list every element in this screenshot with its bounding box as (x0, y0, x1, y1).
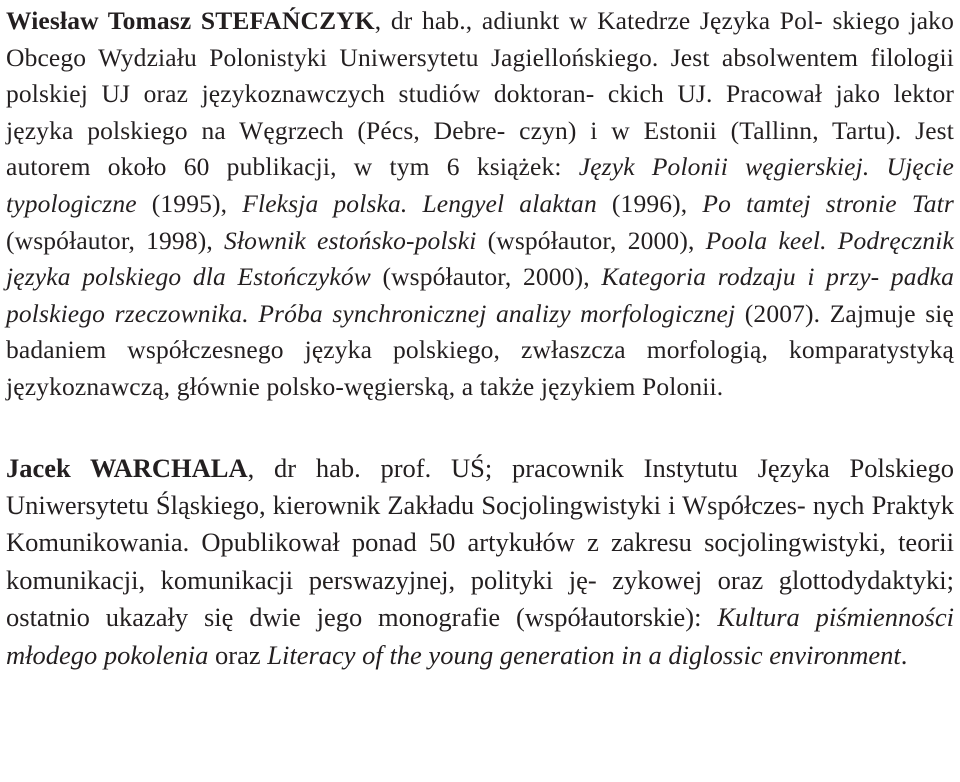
book-title: Język Polonii węgierskiej. Ujęcie typologiczne (6, 152, 954, 218)
author-name: Jacek WARCHALA (6, 452, 248, 483)
book-title: Po tamtej stronie Tatr (702, 188, 954, 218)
bio-paragraph-warchala: Jacek WARCHALA, dr hab. prof. UŚ; pracownik Instytutu Języka Polskiego Uniwersytetu Śląskiego, kierownik Zakładu Socjolingwistyki i Współczes- nych Praktyk Komunikowania. Opublikował ponad 50 artykułów z zakresu socjolingwistyki, teorii komunikacji, komunikacji perswazyjnej, polityki ję- zykowej oraz glottodydaktyki; ostatnio ukazały się dwie jego monografie (współautorskie): Kultura piśmienności młodego pokolenia oraz Literacy of the young generation in a diglossic environment. (6, 452, 955, 670)
book-title: polskiego dla Estończyków (82, 262, 371, 292)
book-title: Literacy of (267, 639, 383, 670)
book-title: Kategoria rodzaju i przy- (601, 262, 880, 292)
book-title: Słownik estońsko-polski (224, 225, 477, 255)
bio-paragraph-stefanczyk: Wiesław Tomasz STEFAŃCZYK, dr hab., adiunkt w Katedrze Języka Pol- skiego jako Obcego Wydziału Polonistyki Uniwersytetu Jagiellońskiego. Jest absolwentem filologii polskiej UJ oraz językoznawczych studiów doktoran- ckich UJ. Pracował jako lektor języka polskiego na Węgrzech (Pécs, Debre- czyn) i w Estonii (Tallinn, Tartu). Jest autorem około 60 publikacji, w tym 6 książek: Język Polonii węgierskiej. Ujęcie typologiczne (1995), Fleksja polska. Lengyel alaktan (1996), Po tamtej stronie Tatr (współautor, 1998), Słownik estońsko-polski (współautor, 2000), Poola keel. Podręcznik języka polskiego dla Estończyków (współautor, 2000), Kategoria rodzaju i przy- padka polskiego rzeczownika. Próba synchronicznej analizy morfologicznej (2007). Zajmuje się badaniem współczesnego języka polskiego, zwłaszcza morfologią, komparatystyką językoznawczą, głównie polsko-węgierską, a także językiem Polonii. (6, 6, 954, 401)
book-title: polska. Lengyel alaktan (333, 188, 597, 218)
book-title: Kultura piśmienności młodego pokolenia (6, 602, 954, 670)
book-title: Fleksja (242, 188, 319, 218)
book-title: Poola keel. Podręcznik języka (6, 225, 954, 292)
document-page (6, 0, 954, 674)
book-title: padka polskiego rzeczownika. Próba synchronicznej analizy morfologicznej (6, 262, 954, 328)
book-title: the young generation in a diglossic environment (389, 639, 901, 670)
author-name: Wiesław Tomasz STEFAŃCZYK (6, 6, 375, 35)
